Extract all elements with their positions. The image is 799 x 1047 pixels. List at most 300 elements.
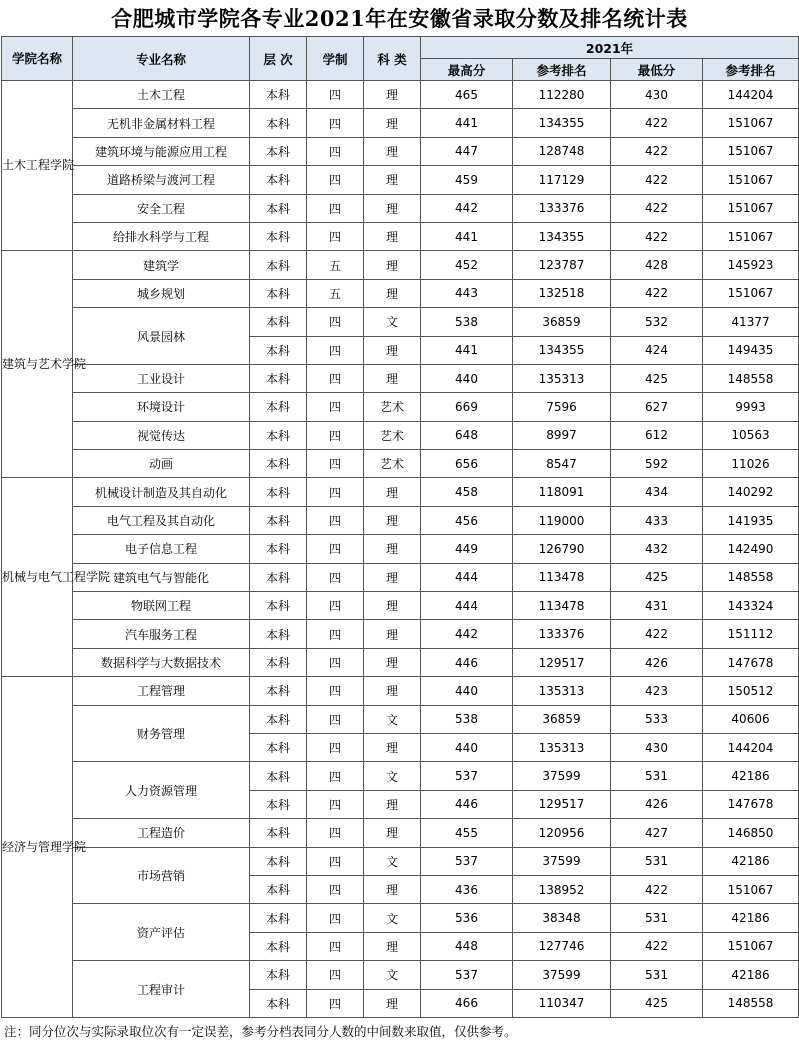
rank-min-cell: 144204 — [703, 81, 799, 109]
duration-cell: 四 — [307, 620, 364, 648]
table-row — [2, 166, 799, 194]
duration-cell: 四 — [307, 336, 364, 364]
duration-cell: 五 — [307, 279, 364, 307]
rank-max-cell: 119000 — [513, 506, 611, 534]
major-name-cell: 无机非金属材料工程 — [73, 109, 250, 137]
category-cell: 理 — [364, 733, 421, 761]
max-score-cell: 442 — [421, 620, 513, 648]
max-score-cell: 446 — [421, 648, 513, 676]
rank-min-cell: 143324 — [703, 592, 799, 620]
max-score-cell: 458 — [421, 478, 513, 506]
min-score-cell: 422 — [611, 109, 703, 137]
level-cell: 本科 — [250, 421, 307, 449]
table-row — [2, 535, 799, 563]
header-year: 2021年 — [421, 37, 799, 59]
min-score-cell: 430 — [611, 733, 703, 761]
rank-min-cell: 151067 — [703, 109, 799, 137]
min-score-cell: 627 — [611, 393, 703, 421]
category-cell: 理 — [364, 194, 421, 222]
category-cell: 理 — [364, 336, 421, 364]
rank-max-cell: 37599 — [513, 961, 611, 989]
table-row — [2, 393, 799, 421]
rank-max-cell: 110347 — [513, 989, 611, 1017]
min-score-cell: 423 — [611, 677, 703, 705]
rank-max-cell: 133376 — [513, 194, 611, 222]
major-name-cell: 工业设计 — [73, 364, 250, 392]
rank-min-cell: 146850 — [703, 819, 799, 847]
level-cell: 本科 — [250, 904, 307, 932]
rank-min-cell: 151067 — [703, 279, 799, 307]
table-row — [2, 81, 799, 109]
rank-min-cell: 148558 — [703, 364, 799, 392]
max-score-cell: 436 — [421, 875, 513, 903]
rank-max-cell: 135313 — [513, 364, 611, 392]
level-cell: 本科 — [250, 109, 307, 137]
max-score-cell: 455 — [421, 819, 513, 847]
table-row — [2, 506, 799, 534]
max-score-cell: 538 — [421, 308, 513, 336]
min-score-cell: 531 — [611, 847, 703, 875]
duration-cell: 四 — [307, 677, 364, 705]
duration-cell: 四 — [307, 194, 364, 222]
rank-min-cell: 42186 — [703, 904, 799, 932]
max-score-cell: 656 — [421, 450, 513, 478]
table-body — [2, 81, 799, 1018]
table-row — [2, 762, 799, 790]
max-score-cell: 459 — [421, 166, 513, 194]
category-cell: 理 — [364, 592, 421, 620]
duration-cell: 四 — [307, 478, 364, 506]
rank-max-cell: 36859 — [513, 308, 611, 336]
table-row — [2, 421, 799, 449]
max-score-cell: 448 — [421, 932, 513, 960]
duration-cell: 四 — [307, 648, 364, 676]
duration-cell: 四 — [307, 393, 364, 421]
level-cell: 本科 — [250, 790, 307, 818]
category-cell: 文 — [364, 705, 421, 733]
rank-max-cell: 118091 — [513, 478, 611, 506]
rank-min-cell: 40606 — [703, 705, 799, 733]
duration-cell: 四 — [307, 222, 364, 250]
level-cell: 本科 — [250, 279, 307, 307]
rank-max-cell: 38348 — [513, 904, 611, 932]
category-cell: 文 — [364, 847, 421, 875]
category-cell: 理 — [364, 81, 421, 109]
level-cell: 本科 — [250, 847, 307, 875]
min-score-cell: 424 — [611, 336, 703, 364]
level-cell: 本科 — [250, 819, 307, 847]
category-cell: 理 — [364, 932, 421, 960]
level-cell: 本科 — [250, 222, 307, 250]
college-name-cell: 土木工程学院 — [2, 81, 73, 251]
level-cell: 本科 — [250, 677, 307, 705]
major-name-cell: 城乡规划 — [73, 279, 250, 307]
duration-cell: 五 — [307, 251, 364, 279]
level-cell: 本科 — [250, 166, 307, 194]
rank-min-cell: 11026 — [703, 450, 799, 478]
max-score-cell: 449 — [421, 535, 513, 563]
major-name-cell: 工程管理 — [73, 677, 250, 705]
header-min-score: 最低分 — [611, 59, 703, 81]
min-score-cell: 531 — [611, 904, 703, 932]
rank-min-cell: 151112 — [703, 620, 799, 648]
level-cell: 本科 — [250, 506, 307, 534]
rank-min-cell: 10563 — [703, 421, 799, 449]
level-cell: 本科 — [250, 364, 307, 392]
duration-cell: 四 — [307, 819, 364, 847]
header-row-1 — [2, 37, 799, 59]
level-cell: 本科 — [250, 648, 307, 676]
duration-cell: 四 — [307, 109, 364, 137]
max-score-cell: 669 — [421, 393, 513, 421]
major-name-cell: 工程审计 — [73, 961, 250, 1018]
max-score-cell: 447 — [421, 137, 513, 165]
rank-max-cell: 37599 — [513, 847, 611, 875]
table-row — [2, 109, 799, 137]
table-row — [2, 251, 799, 279]
category-cell: 理 — [364, 563, 421, 591]
table-row — [2, 961, 799, 989]
max-score-cell: 446 — [421, 790, 513, 818]
level-cell: 本科 — [250, 705, 307, 733]
category-cell: 理 — [364, 109, 421, 137]
category-cell: 艺术 — [364, 393, 421, 421]
rank-min-cell: 142490 — [703, 535, 799, 563]
min-score-cell: 427 — [611, 819, 703, 847]
category-cell: 理 — [364, 137, 421, 165]
min-score-cell: 433 — [611, 506, 703, 534]
duration-cell: 四 — [307, 989, 364, 1017]
table-row — [2, 677, 799, 705]
rank-min-cell: 149435 — [703, 336, 799, 364]
rank-min-cell: 140292 — [703, 478, 799, 506]
rank-min-cell: 147678 — [703, 790, 799, 818]
major-name-cell: 工程造价 — [73, 819, 250, 847]
duration-cell: 四 — [307, 137, 364, 165]
duration-cell: 四 — [307, 563, 364, 591]
header-category: 科 类 — [364, 37, 421, 81]
major-name-cell: 风景园林 — [73, 308, 250, 365]
min-score-cell: 428 — [611, 251, 703, 279]
rank-min-cell: 151067 — [703, 194, 799, 222]
college-name-cell: 经济与管理学院 — [2, 677, 73, 1018]
rank-max-cell: 138952 — [513, 875, 611, 903]
level-cell: 本科 — [250, 875, 307, 903]
min-score-cell: 425 — [611, 364, 703, 392]
duration-cell: 四 — [307, 733, 364, 761]
major-name-cell: 资产评估 — [73, 904, 250, 961]
duration-cell: 四 — [307, 847, 364, 875]
college-name-cell: 机械与电气工程学院 — [2, 478, 73, 677]
category-cell: 文 — [364, 961, 421, 989]
category-cell: 理 — [364, 222, 421, 250]
category-cell: 理 — [364, 620, 421, 648]
min-score-cell: 422 — [611, 875, 703, 903]
major-name-cell: 机械设计制造及其自动化 — [73, 478, 250, 506]
level-cell: 本科 — [250, 308, 307, 336]
level-cell: 本科 — [250, 81, 307, 109]
major-name-cell: 汽车服务工程 — [73, 620, 250, 648]
min-score-cell: 432 — [611, 535, 703, 563]
header-level: 层 次 — [250, 37, 307, 81]
rank-max-cell: 112280 — [513, 81, 611, 109]
max-score-cell: 537 — [421, 961, 513, 989]
table-row — [2, 308, 799, 336]
major-name-cell: 财务管理 — [73, 705, 250, 762]
rank-max-cell: 129517 — [513, 790, 611, 818]
category-cell: 理 — [364, 166, 421, 194]
min-score-cell: 531 — [611, 961, 703, 989]
rank-min-cell: 9993 — [703, 393, 799, 421]
duration-cell: 四 — [307, 81, 364, 109]
major-name-cell: 电气工程及其自动化 — [73, 506, 250, 534]
duration-cell: 四 — [307, 875, 364, 903]
table-row — [2, 847, 799, 875]
min-score-cell: 430 — [611, 81, 703, 109]
rank-max-cell: 36859 — [513, 705, 611, 733]
rank-max-cell: 129517 — [513, 648, 611, 676]
rank-max-cell: 134355 — [513, 336, 611, 364]
min-score-cell: 422 — [611, 279, 703, 307]
category-cell: 艺术 — [364, 421, 421, 449]
duration-cell: 四 — [307, 166, 364, 194]
major-name-cell: 市场营销 — [73, 847, 250, 904]
max-score-cell: 538 — [421, 705, 513, 733]
footnote: 注：同分位次与实际录取位次有一定误差，参考分档表同分人数的中间数来取值，仅供参考。 — [4, 1024, 517, 1039]
rank-max-cell: 120956 — [513, 819, 611, 847]
duration-cell: 四 — [307, 506, 364, 534]
min-score-cell: 422 — [611, 222, 703, 250]
level-cell: 本科 — [250, 137, 307, 165]
min-score-cell: 426 — [611, 648, 703, 676]
table-row — [2, 478, 799, 506]
min-score-cell: 431 — [611, 592, 703, 620]
major-name-cell: 土木工程 — [73, 81, 250, 109]
major-name-cell: 人力资源管理 — [73, 762, 250, 819]
rank-max-cell: 128748 — [513, 137, 611, 165]
table-row — [2, 705, 799, 733]
level-cell: 本科 — [250, 620, 307, 648]
rank-min-cell: 141935 — [703, 506, 799, 534]
duration-cell: 四 — [307, 450, 364, 478]
header-max-score: 最高分 — [421, 59, 513, 81]
level-cell: 本科 — [250, 393, 307, 421]
duration-cell: 四 — [307, 904, 364, 932]
rank-max-cell: 134355 — [513, 109, 611, 137]
level-cell: 本科 — [250, 535, 307, 563]
duration-cell: 四 — [307, 364, 364, 392]
max-score-cell: 444 — [421, 563, 513, 591]
rank-max-cell: 37599 — [513, 762, 611, 790]
table-row — [2, 620, 799, 648]
level-cell: 本科 — [250, 478, 307, 506]
rank-max-cell: 135313 — [513, 677, 611, 705]
major-name-cell: 安全工程 — [73, 194, 250, 222]
rank-max-cell: 113478 — [513, 592, 611, 620]
major-name-cell: 数据科学与大数据技术 — [73, 648, 250, 676]
rank-min-cell: 151067 — [703, 875, 799, 903]
rank-max-cell: 126790 — [513, 535, 611, 563]
max-score-cell: 452 — [421, 251, 513, 279]
table-row — [2, 450, 799, 478]
min-score-cell: 422 — [611, 932, 703, 960]
min-score-cell: 422 — [611, 620, 703, 648]
category-cell: 理 — [364, 279, 421, 307]
rank-min-cell: 42186 — [703, 762, 799, 790]
level-cell: 本科 — [250, 592, 307, 620]
min-score-cell: 533 — [611, 705, 703, 733]
category-cell: 艺术 — [364, 450, 421, 478]
rank-min-cell: 42186 — [703, 847, 799, 875]
table-row — [2, 592, 799, 620]
level-cell: 本科 — [250, 961, 307, 989]
duration-cell: 四 — [307, 790, 364, 818]
duration-cell: 四 — [307, 535, 364, 563]
college-name-cell: 建筑与艺术学院 — [2, 251, 73, 478]
max-score-cell: 444 — [421, 592, 513, 620]
min-score-cell: 592 — [611, 450, 703, 478]
max-score-cell: 537 — [421, 762, 513, 790]
category-cell: 文 — [364, 762, 421, 790]
level-cell: 本科 — [250, 336, 307, 364]
max-score-cell: 440 — [421, 733, 513, 761]
category-cell: 理 — [364, 677, 421, 705]
score-table — [1, 36, 799, 1018]
major-name-cell: 视觉传达 — [73, 421, 250, 449]
rank-min-cell: 148558 — [703, 989, 799, 1017]
rank-min-cell: 42186 — [703, 961, 799, 989]
max-score-cell: 441 — [421, 222, 513, 250]
major-name-cell: 给排水科学与工程 — [73, 222, 250, 250]
min-score-cell: 426 — [611, 790, 703, 818]
min-score-cell: 422 — [611, 166, 703, 194]
rank-max-cell: 135313 — [513, 733, 611, 761]
category-cell: 理 — [364, 790, 421, 818]
duration-cell: 四 — [307, 421, 364, 449]
rank-max-cell: 127746 — [513, 932, 611, 960]
min-score-cell: 422 — [611, 137, 703, 165]
rank-min-cell: 148558 — [703, 563, 799, 591]
category-cell: 理 — [364, 251, 421, 279]
max-score-cell: 440 — [421, 364, 513, 392]
level-cell: 本科 — [250, 251, 307, 279]
rank-min-cell: 144204 — [703, 733, 799, 761]
duration-cell: 四 — [307, 592, 364, 620]
rank-max-cell: 8997 — [513, 421, 611, 449]
table-row — [2, 364, 799, 392]
category-cell: 理 — [364, 506, 421, 534]
duration-cell: 四 — [307, 932, 364, 960]
min-score-cell: 434 — [611, 478, 703, 506]
category-cell: 文 — [364, 904, 421, 932]
header-duration: 学制 — [307, 37, 364, 81]
major-name-cell: 建筑学 — [73, 251, 250, 279]
table-row — [2, 137, 799, 165]
min-score-cell: 612 — [611, 421, 703, 449]
level-cell: 本科 — [250, 932, 307, 960]
rank-min-cell: 151067 — [703, 166, 799, 194]
major-name-cell: 电子信息工程 — [73, 535, 250, 563]
min-score-cell: 531 — [611, 762, 703, 790]
table-row — [2, 904, 799, 932]
max-score-cell: 441 — [421, 109, 513, 137]
table-row — [2, 563, 799, 591]
page-title: 合肥城市学院各专业2021年在安徽省录取分数及排名统计表 — [111, 6, 688, 31]
level-cell: 本科 — [250, 762, 307, 790]
max-score-cell: 537 — [421, 847, 513, 875]
major-name-cell: 物联网工程 — [73, 592, 250, 620]
rank-min-cell: 151067 — [703, 932, 799, 960]
major-name-cell: 建筑环境与能源应用工程 — [73, 137, 250, 165]
max-score-cell: 440 — [421, 677, 513, 705]
rank-max-cell: 117129 — [513, 166, 611, 194]
duration-cell: 四 — [307, 308, 364, 336]
max-score-cell: 441 — [421, 336, 513, 364]
level-cell: 本科 — [250, 450, 307, 478]
major-name-cell: 环境设计 — [73, 393, 250, 421]
rank-min-cell: 147678 — [703, 648, 799, 676]
table-row — [2, 279, 799, 307]
level-cell: 本科 — [250, 733, 307, 761]
category-cell: 文 — [364, 308, 421, 336]
header-ref-rank-min: 参考排名 — [703, 59, 799, 81]
rank-min-cell: 41377 — [703, 308, 799, 336]
table-row — [2, 648, 799, 676]
max-score-cell: 465 — [421, 81, 513, 109]
category-cell: 理 — [364, 875, 421, 903]
max-score-cell: 456 — [421, 506, 513, 534]
category-cell: 理 — [364, 364, 421, 392]
table-row — [2, 222, 799, 250]
header-ref-rank-max: 参考排名 — [513, 59, 611, 81]
min-score-cell: 425 — [611, 989, 703, 1017]
max-score-cell: 442 — [421, 194, 513, 222]
category-cell: 理 — [364, 819, 421, 847]
duration-cell: 四 — [307, 705, 364, 733]
rank-min-cell: 151067 — [703, 137, 799, 165]
category-cell: 理 — [364, 535, 421, 563]
max-score-cell: 443 — [421, 279, 513, 307]
level-cell: 本科 — [250, 989, 307, 1017]
table-row — [2, 819, 799, 847]
rank-max-cell: 8547 — [513, 450, 611, 478]
major-name-cell: 动画 — [73, 450, 250, 478]
rank-min-cell: 150512 — [703, 677, 799, 705]
header-college: 学院名称 — [2, 37, 73, 81]
table-row — [2, 194, 799, 222]
level-cell: 本科 — [250, 563, 307, 591]
max-score-cell: 466 — [421, 989, 513, 1017]
min-score-cell: 425 — [611, 563, 703, 591]
min-score-cell: 532 — [611, 308, 703, 336]
category-cell: 理 — [364, 478, 421, 506]
major-name-cell: 建筑电气与智能化 — [73, 563, 250, 591]
rank-max-cell: 133376 — [513, 620, 611, 648]
duration-cell: 四 — [307, 762, 364, 790]
rank-min-cell: 151067 — [703, 222, 799, 250]
category-cell: 理 — [364, 989, 421, 1017]
rank-max-cell: 7596 — [513, 393, 611, 421]
rank-max-cell: 123787 — [513, 251, 611, 279]
min-score-cell: 422 — [611, 194, 703, 222]
header-major: 专业名称 — [73, 37, 250, 81]
category-cell: 理 — [364, 648, 421, 676]
level-cell: 本科 — [250, 194, 307, 222]
rank-max-cell: 113478 — [513, 563, 611, 591]
max-score-cell: 536 — [421, 904, 513, 932]
max-score-cell: 648 — [421, 421, 513, 449]
rank-max-cell: 132518 — [513, 279, 611, 307]
